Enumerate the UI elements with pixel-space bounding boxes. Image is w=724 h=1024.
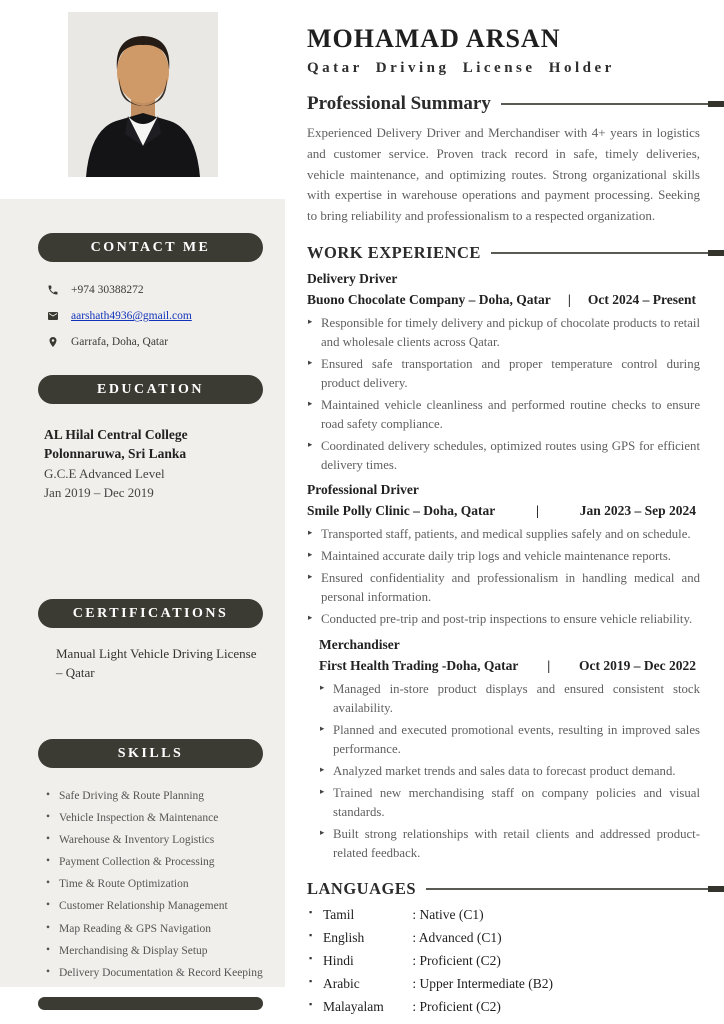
language-row (307, 999, 700, 1015)
school-name: AL Hilal Central College (44, 426, 188, 442)
job-bullet: ▸ Analyzed market trends and sales data to forecast product demand. (319, 762, 700, 781)
skills-section-header: SKILLS (38, 739, 263, 768)
skill-item: • Customer Relationship Management (46, 898, 267, 915)
job-bullet: ▸ Maintained vehicle cleanliness and performed routine checks to ensure road safety compliance. (307, 396, 700, 434)
job-company: Smile Polly Clinic – Doha, Qatar (307, 503, 496, 519)
language-name: Arabic (323, 975, 360, 991)
phone-icon (46, 284, 59, 297)
skill-item: • Vehicle Inspection & Maintenance (46, 810, 267, 827)
job-bullet: ▸ Transported staff, patients, and medical supplies safely and on schedule. (307, 525, 700, 544)
job-bullet: ▸ Responsible for timely delivery and pickup of chocolate products to retail and wholesale clients across Qatar. (307, 314, 700, 352)
experience-heading: WORK EXPERIENCE (307, 242, 481, 262)
location-icon (46, 336, 59, 349)
language-name: Hindi (323, 952, 354, 968)
job-company: First Health Trading -Doha, Qatar (319, 658, 519, 674)
separator: | (567, 291, 571, 307)
certifications-section-header: CERTIFICATIONS (38, 599, 263, 628)
summary-section-head (307, 93, 724, 115)
job-dates: Oct 2024 – Present (587, 291, 696, 307)
language-level: : Proficient (C2) (412, 952, 501, 968)
education-block (44, 426, 265, 503)
job-company: Buono Chocolate Company – Doha, Qatar (307, 291, 551, 307)
location-text: Garrafa, Doha, Qatar (71, 336, 169, 349)
skill-item: • Payment Collection & Processing (46, 854, 267, 871)
job-bullet-list (307, 314, 700, 475)
skill-item: • Delivery Documentation & Record Keeping (46, 965, 267, 982)
separator: | (535, 503, 539, 519)
school-location: Polonnaruwa, Sri Lanka (44, 445, 187, 461)
section-rule (491, 252, 724, 254)
education-dates: Jan 2019 – Dec 2019 (44, 485, 154, 501)
languages-section-head (307, 879, 724, 899)
language-row (307, 907, 700, 923)
summary-text: Experienced Delivery Driver and Merchandiser with 4+ years in logistics and customer service. Proven track record in safe, timely deliveries, vehicle maintenance, and optimizing routes. Strong organizational skills with expertise in warehouse operations and payment processing. Seeking to bring reliability and professionalism to a respected organization. (307, 125, 700, 224)
phone-number: +974 30388272 (71, 284, 144, 297)
contact-row-phone (46, 284, 265, 297)
job-role: Delivery Driver (307, 270, 398, 286)
email-link[interactable]: aarshath4936@gmail.com (71, 310, 192, 323)
job-bullet: ▸ Conducted pre-trip and post-trip inspections to ensure vehicle reliability. (307, 610, 700, 629)
skill-item: • Safe Driving & Route Planning (46, 788, 267, 805)
job-role: Professional Driver (307, 482, 419, 498)
profile-photo (0, 0, 285, 199)
email-icon (46, 310, 59, 323)
job-header-line (319, 658, 700, 674)
job-header-line (307, 292, 700, 308)
job-bullet-list (307, 525, 700, 629)
sidebar-panel (0, 199, 285, 987)
language-level: : Native (C1) (412, 906, 484, 922)
profile-photo-image (68, 12, 218, 177)
languages-heading: LANGUAGES (307, 878, 417, 898)
job-entry (307, 482, 700, 629)
section-rule (501, 103, 724, 105)
contact-section-header: CONTACT ME (38, 233, 263, 262)
languages-list (307, 907, 700, 1015)
language-row (307, 953, 700, 969)
job-bullet: ▸ Planned and executed promotional events, resulting in improved sales performance. (319, 721, 700, 759)
sidebar (0, 0, 285, 1024)
language-row (307, 976, 700, 992)
language-level: : Proficient (C2) (412, 998, 501, 1014)
job-bullet: ▸ Ensured safe transportation and proper temperature control during product delivery. (307, 355, 700, 393)
job-dates: Oct 2019 – Dec 2022 (579, 658, 696, 674)
language-level: : Upper Intermediate (B2) (412, 975, 553, 991)
job-bullet-list (319, 680, 700, 862)
language-name: Tamil (323, 906, 355, 922)
job-entry (319, 637, 700, 862)
contact-row-location (46, 336, 265, 349)
job-bullet: ▸ Maintained accurate daily trip logs and vehicle maintenance reports. (307, 547, 700, 566)
language-level: : Advanced (C1) (412, 929, 502, 945)
contact-row-email (46, 310, 265, 323)
language-name: Malayalam (323, 998, 384, 1014)
section-rule (426, 888, 724, 890)
skills-list (46, 788, 267, 982)
experience-section-head (307, 243, 724, 263)
skill-item: • Time & Route Optimization (46, 876, 267, 893)
language-name: English (323, 929, 365, 945)
job-dates: Jan 2023 – Sep 2024 (579, 503, 696, 519)
name-heading: MOHAMAD ARSAN (307, 24, 561, 53)
education-section-header: EDUCATION (38, 375, 263, 404)
separator: | (547, 658, 551, 674)
job-header-line (307, 503, 700, 519)
job-entry (307, 271, 700, 475)
skill-item: • Map Reading & GPS Navigation (46, 921, 267, 938)
language-row (307, 930, 700, 946)
degree-name: G.C.E Advanced Level (44, 465, 165, 481)
skill-item: • Warehouse & Inventory Logistics (46, 832, 267, 849)
certification-item: Manual Light Vehicle Driving License – Qatar (56, 645, 257, 681)
summary-heading: Professional Summary (307, 93, 491, 114)
job-bullet: ▸ Coordinated delivery schedules, optimized routes using GPS for efficient delivery times. (307, 437, 700, 475)
skill-item: • Merchandising & Display Setup (46, 943, 267, 960)
job-bullet: ▸ Built strong relationships with retail clients and addressed product-related feedback. (319, 825, 700, 863)
main-content (285, 0, 724, 1024)
job-bullet: ▸ Ensured confidentiality and professionalism in handling medical and personal information. (307, 569, 700, 607)
certifications-block (56, 644, 261, 683)
footer-bar (38, 997, 263, 1010)
job-bullet: ▸ Trained new merchandising staff on company policies and visual standards. (319, 784, 700, 822)
job-role: Merchandiser (319, 637, 400, 653)
subtitle: Qatar Driving License Holder (307, 60, 615, 76)
job-bullet: ▸ Managed in-store product displays and ensured consistent stock availability. (319, 680, 700, 718)
contact-list (46, 284, 265, 349)
